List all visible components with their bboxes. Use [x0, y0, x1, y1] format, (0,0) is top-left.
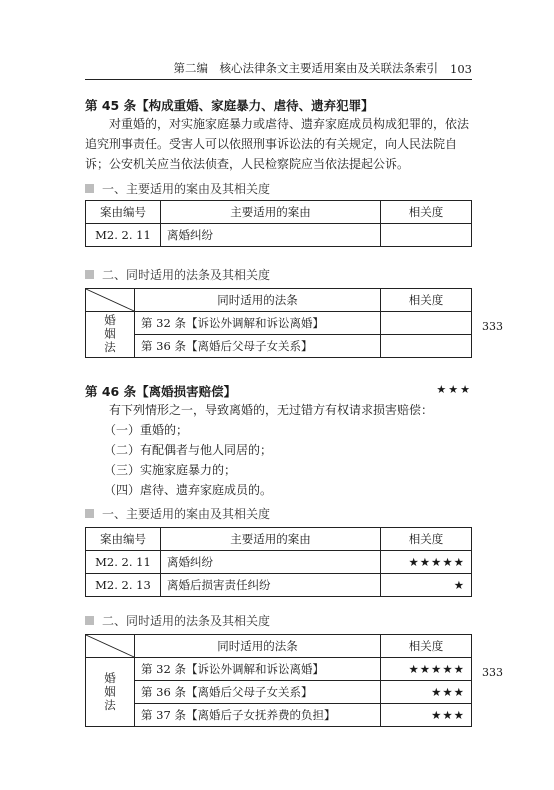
cause-code: M2. 2. 11 [86, 551, 161, 574]
square-bullet-icon [85, 509, 94, 518]
list-item: （四）虐待、遗弃家庭成员的。 [104, 483, 273, 497]
art45-laws-table [85, 288, 472, 358]
col-header-cause: 主要适用的案由 [161, 528, 381, 551]
list-item: （一）重婚的； [104, 423, 189, 437]
table-row [86, 224, 472, 247]
section-label: 二、同时适用的法条及其相关度 [102, 614, 271, 628]
section-label: 一、主要适用的案由及其相关度 [102, 182, 271, 196]
art46-causes-table [85, 527, 472, 597]
square-bullet-icon [85, 616, 94, 625]
page-number: 103 [450, 62, 472, 76]
margin-page-ref: 333 [482, 320, 503, 333]
list-item: （三）实施家庭暴力的； [104, 463, 237, 477]
col-header-law: 同时适用的法条 [135, 635, 381, 658]
table-row [86, 312, 472, 335]
col-header-rel: 相关度 [381, 635, 472, 658]
cause-code: M2. 2. 11 [86, 224, 161, 247]
table-row [86, 551, 472, 574]
article-46-intro-text: 有下列情形之一，导致离婚的，无过错方有权请求损害赔偿： [109, 403, 434, 417]
list-item: （二）有配偶者与他人同居的； [104, 443, 273, 457]
table-row [86, 681, 472, 704]
cause-code: M2. 2. 13 [86, 574, 161, 597]
cause-relevance: ★ [381, 574, 472, 597]
square-bullet-icon [85, 270, 94, 279]
diagonal-header-cell [86, 289, 135, 312]
col-header-rel: 相关度 [381, 201, 472, 224]
article-45-text: 对重婚的，对实施家庭暴力或虐待、遗弃家庭成员构成犯罪的，依法追究刑事责任。受害人可以依照刑事诉讼法的有关规定，向人民法院自诉；公安机关应当依法侦查，人民检察院应当依法提起公诉。 [85, 117, 470, 171]
law-name: 第 32 条【诉讼外调解和诉讼离婚】 [135, 312, 381, 335]
square-bullet-icon [85, 184, 94, 193]
section-label: 二、同时适用的法条及其相关度 [102, 268, 271, 282]
header-title: 第二编 核心法律条文主要适用案由及关联法条索引 [173, 61, 439, 75]
art46-section-causes [85, 505, 270, 522]
cause-relevance [381, 224, 472, 247]
art46-laws-table [85, 634, 472, 727]
col-header-code: 案由编号 [86, 528, 161, 551]
article-46-stars: ★★★ [436, 383, 472, 396]
article-45-body [85, 114, 472, 174]
table-row [86, 574, 472, 597]
law-name: 第 36 条【离婚后父母子女关系】 [135, 681, 381, 704]
law-relevance: ★★★ [381, 681, 472, 704]
law-name: 第 37 条【离婚后子女抚养费的负担】 [135, 704, 381, 727]
article-46-intro [85, 400, 472, 420]
law-relevance [381, 335, 472, 358]
table-row [86, 704, 472, 727]
law-relevance [381, 312, 472, 335]
col-header-rel: 相关度 [381, 289, 472, 312]
col-header-law: 同时适用的法条 [135, 289, 381, 312]
law-group-label: 婚姻法 [86, 658, 135, 727]
page-header [85, 56, 472, 80]
law-name: 第 36 条【离婚后父母子女关系】 [135, 335, 381, 358]
cause-relevance: ★★★★★ [381, 551, 472, 574]
cause-name: 离婚后损害责任纠纷 [161, 574, 381, 597]
law-name: 第 32 条【诉讼外调解和诉讼离婚】 [135, 658, 381, 681]
diagonal-header-cell [86, 635, 135, 658]
table-row [86, 658, 472, 681]
art46-section-laws [85, 612, 270, 629]
article-45-title: 第 45 条【构成重婚、家庭暴力、虐待、遗弃犯罪】 [85, 98, 374, 113]
art45-section-laws [85, 266, 270, 283]
law-relevance: ★★★★★ [381, 658, 472, 681]
law-relevance: ★★★ [381, 704, 472, 727]
col-header-cause: 主要适用的案由 [161, 201, 381, 224]
col-header-rel: 相关度 [381, 528, 472, 551]
cause-name: 离婚纠纷 [161, 551, 381, 574]
cause-name: 离婚纠纷 [161, 224, 381, 247]
article-46-title: 第 46 条【离婚损害赔偿】 [85, 384, 237, 399]
section-label: 一、主要适用的案由及其相关度 [102, 507, 271, 521]
art45-causes-table [85, 200, 472, 247]
art45-section-causes [85, 180, 270, 197]
margin-page-ref: 333 [482, 666, 503, 679]
law-group-label: 婚姻法 [86, 312, 135, 358]
table-row [86, 335, 472, 358]
col-header-code: 案由编号 [86, 201, 161, 224]
